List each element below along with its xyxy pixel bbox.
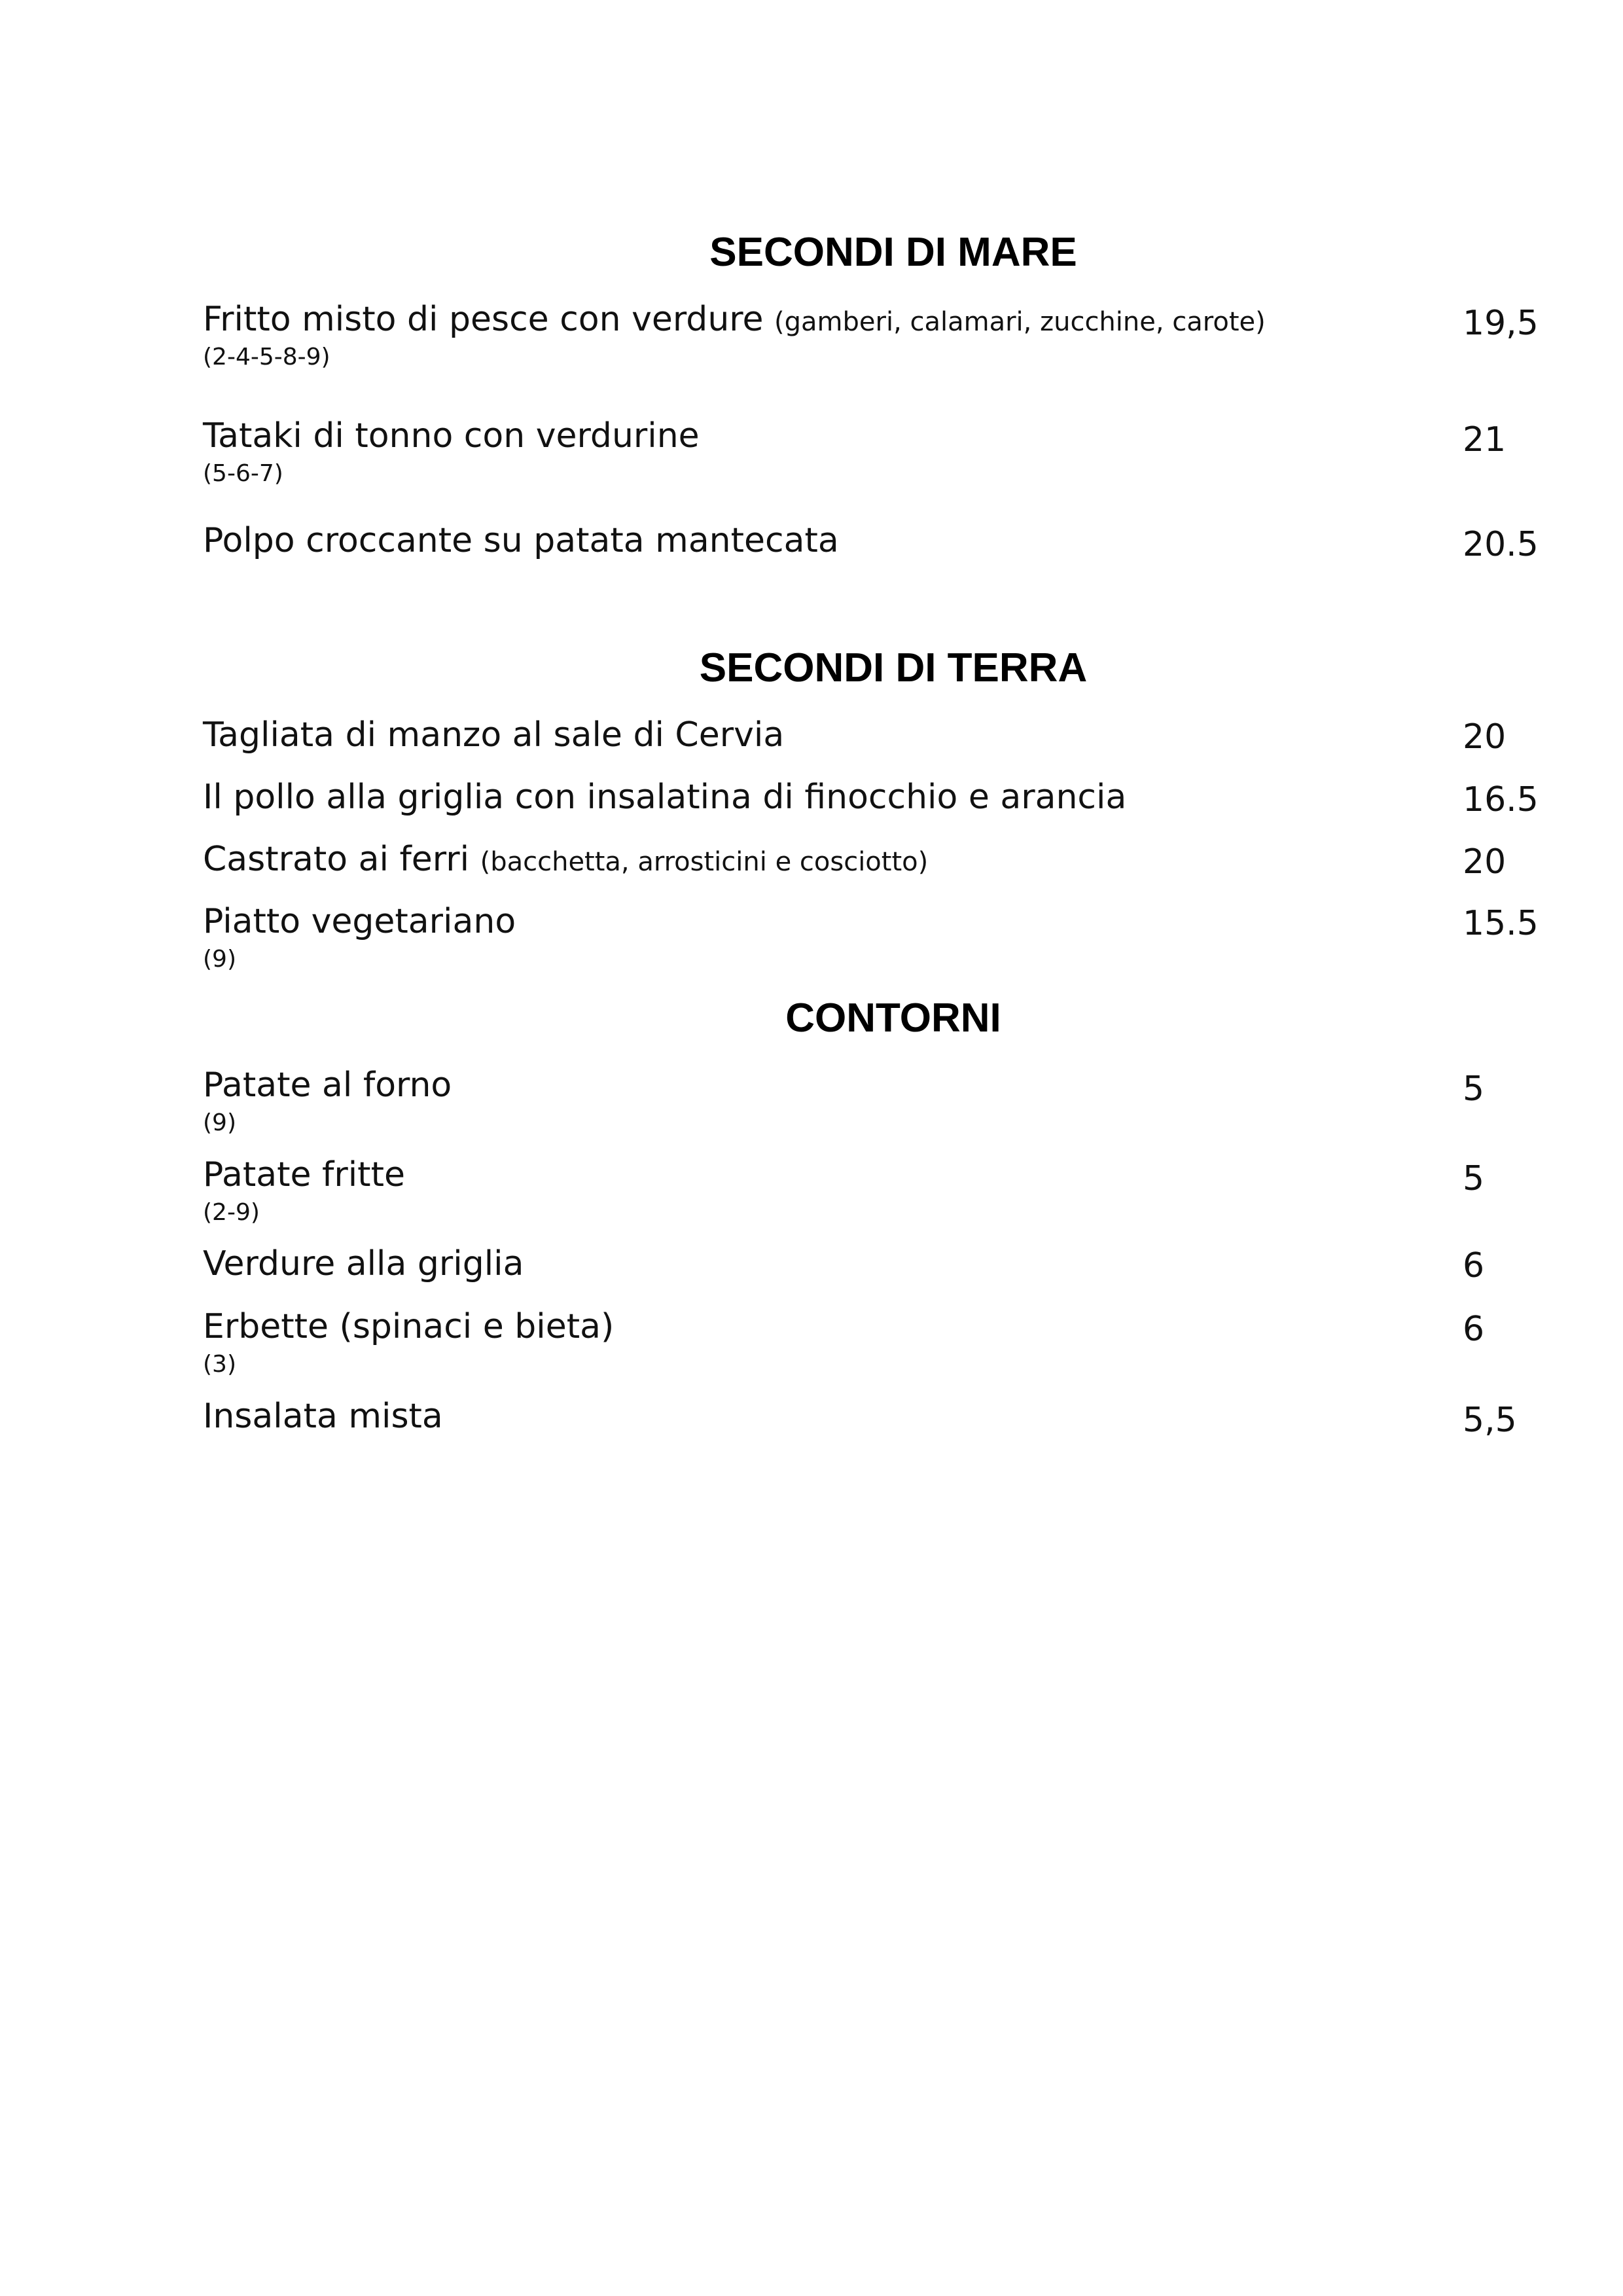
menu-item-erbette — [203, 1307, 1544, 1378]
menu-item-vegetariano — [203, 902, 1544, 973]
menu-item-insalata — [203, 1397, 1544, 1436]
item-name: Verdure alla griglia — [203, 1244, 524, 1283]
menu-item-tagliata — [203, 715, 1544, 757]
item-price: 15.5 — [1463, 904, 1539, 943]
item-price: 21 — [1463, 420, 1507, 459]
item-allergens: (2-4-5-8-9) — [203, 344, 330, 370]
item-description: (bacchetta, arrosticini e cosciotto) — [480, 847, 929, 877]
menu-item-polpo — [203, 521, 1544, 560]
item-allergens: (9) — [203, 1109, 236, 1136]
item-allergens: (2-9) — [203, 1199, 260, 1226]
section-title-secondi-di-mare: SECONDI DI MARE — [709, 230, 1077, 275]
item-name: Patate al forno — [203, 1066, 452, 1105]
item-price: 5,5 — [1463, 1401, 1517, 1440]
item-name: Erbette (spinaci e bieta) — [203, 1307, 615, 1346]
item-description: (gamberi, calamari, zucchine, carote) — [774, 307, 1266, 337]
item-name: Polpo croccante su patata mantecata — [203, 521, 839, 560]
item-price: 6 — [1463, 1246, 1485, 1285]
section-title-contorni: CONTORNI — [785, 996, 1001, 1041]
item-allergens: (3) — [203, 1351, 236, 1378]
item-price: 6 — [1463, 1310, 1485, 1349]
item-price: 20 — [1463, 717, 1507, 757]
menu-item-verdure-griglia — [203, 1244, 1544, 1285]
item-price: 20 — [1463, 842, 1507, 882]
item-price: 16.5 — [1463, 780, 1539, 819]
item-price: 5 — [1463, 1159, 1485, 1198]
item-name: Patate fritte — [203, 1155, 405, 1194]
menu-item-fritto-misto — [203, 302, 1544, 369]
item-name: Piatto vegetariano — [203, 902, 516, 941]
menu-item-tataki — [203, 416, 1544, 487]
menu-item-patate-fritte — [203, 1155, 1544, 1226]
item-name: Insalata mista — [203, 1397, 443, 1436]
item-price: 19,5 — [1463, 304, 1539, 343]
menu-item-pollo — [203, 778, 1544, 817]
item-name: Tataki di tonno con verdurine — [203, 416, 700, 456]
item-name: Tagliata di manzo al sale di Cervia — [203, 715, 785, 755]
item-allergens: (9) — [203, 946, 236, 973]
item-name: Il pollo alla griglia con insalatina di finocchio e arancia — [203, 778, 1127, 817]
item-price: 5 — [1463, 1069, 1485, 1109]
item-price: 20.5 — [1463, 525, 1539, 564]
section-title-secondi-di-terra: SECONDI DI TERRA — [699, 645, 1088, 691]
item-allergens: (5-6-7) — [203, 460, 283, 487]
item-name: Fritto misto di pesce con verdure — [203, 300, 764, 339]
item-name: Castrato ai ferri — [203, 840, 470, 879]
menu-item-castrato — [203, 840, 1544, 879]
menu-item-patate-forno — [203, 1068, 1544, 1135]
